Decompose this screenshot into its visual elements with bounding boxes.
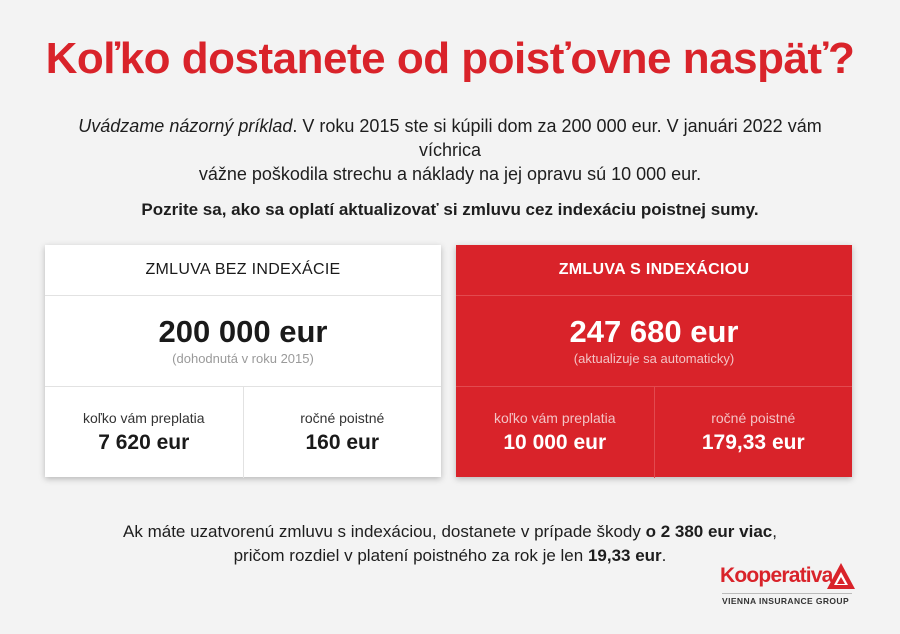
- payout-label: koľko vám preplatia: [82, 410, 205, 426]
- logo-divider: [722, 593, 852, 594]
- summary-line1-a: Ak máte uzatvorenú zmluvu s indexáciou, dostanete v prípade škody: [123, 522, 646, 541]
- premium-value: 160 eur: [305, 431, 380, 454]
- insured-amount-note: (dohodnutá v roku 2015): [172, 351, 314, 366]
- card-details: [45, 387, 441, 478]
- card-heading: ZMLUVA BEZ INDEXÁCIE: [45, 245, 441, 296]
- card-heading: ZMLUVA S INDEXÁCIOU: [456, 245, 852, 296]
- payout-label: koľko vám preplatia: [493, 410, 616, 426]
- summary-line2-bold: 19,33 eur: [587, 546, 662, 565]
- card-details: [456, 387, 852, 478]
- insured-amount-note: (aktualizuje sa automaticky): [573, 351, 735, 366]
- page-title: Koľko dostanete od poisťovne naspäť?: [45, 34, 855, 83]
- premium-cell: [244, 387, 442, 478]
- premium-cell: [655, 387, 853, 478]
- insured-amount: 247 680 eur: [569, 314, 739, 349]
- logo-subtitle: VIENNA INSURANCE GROUP: [722, 596, 850, 606]
- summary-line2-b: .: [661, 546, 667, 565]
- intro-line2: vážne poškodila strechu a náklady na jej opravu sú 10 000 eur.: [198, 164, 702, 184]
- summary-line2-a: pričom rozdiel v platení poistného za rok je len: [233, 546, 588, 565]
- logo-name: Kooperativa: [720, 564, 833, 587]
- premium-value: 179,33 eur: [701, 431, 805, 454]
- intro-italic: Uvádzame názorný príklad: [78, 116, 293, 136]
- payout-value: 10 000 eur: [503, 431, 607, 454]
- summary-line1-bold: o 2 380 eur viac: [645, 522, 773, 541]
- card-main: [45, 296, 441, 387]
- payout-cell: [45, 387, 244, 478]
- card-main: [456, 296, 852, 387]
- card-with-indexation: [456, 245, 852, 477]
- summary-text: [60, 520, 840, 568]
- payout-value: 7 620 eur: [98, 431, 190, 454]
- intro-text: [60, 114, 840, 186]
- premium-label: ročné poistné: [711, 410, 796, 426]
- triangle-logo-icon: [826, 562, 856, 590]
- card-without-indexation: [45, 245, 441, 477]
- premium-label: ročné poistné: [300, 410, 385, 426]
- insured-amount: 200 000 eur: [158, 314, 328, 349]
- kooperativa-logo: [712, 562, 862, 612]
- intro-rest-line1: . V roku 2015 ste si kúpili dom za 200 000 eur. V januári 2022 vám víchrica: [292, 116, 822, 160]
- payout-cell: [456, 387, 655, 478]
- summary-line1-b: ,: [772, 522, 777, 541]
- lead-text: Pozrite sa, ako sa oplatí aktualizovať si zmluvu cez indexáciu poistnej sumy.: [141, 200, 759, 219]
